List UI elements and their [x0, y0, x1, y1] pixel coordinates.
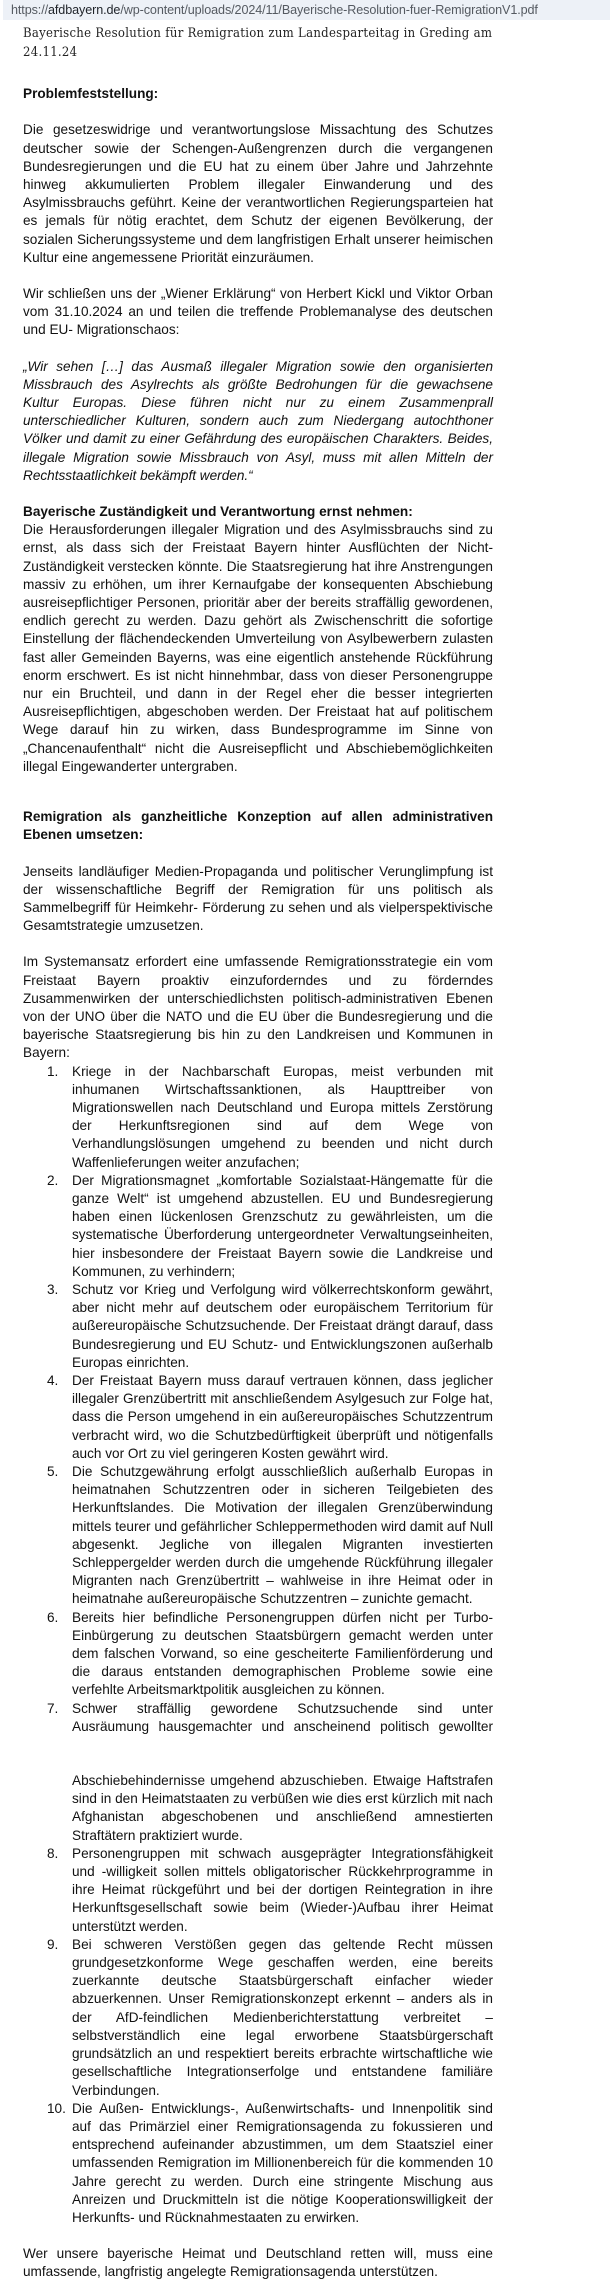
list-number: 2.	[47, 1172, 59, 1188]
list-item	[23, 1845, 493, 1936]
list-number: 7.	[47, 1700, 59, 1716]
address-bar[interactable]	[3, 0, 610, 20]
closing-paragraph: Wer unsere bayerische Heimat und Deutschland retten will, muss eine umfassende, langfristig angelegte Remigrationsagenda unterstützen.	[23, 2246, 493, 2280]
list-item	[23, 1700, 493, 1845]
list-item-text: Der Freistaat Bayern muss darauf vertrauen können, dass jeglicher illegaler Grenzübertritt mit anschließendem Asylgesuch zur Folge hat, dass die Person umgehend in ein außereuropäisches Schutzzentrum verbracht wird, wo die Schutzbedürftigkeit überprüft und nötigenfalls auch vor Ort zu viel geringeren Kosten gewährt wird.	[72, 1372, 493, 1461]
document-title: Bayerische Resolution für Remigration zum Landesparteitag in Greding am 24.11.24	[23, 25, 493, 59]
list-number: 3.	[47, 1281, 59, 1297]
list-item-text: Schwer straffällig gewordene Schutzsuchende sind unter Ausräumung hausgemachter und anscheinend politisch gewollter	[72, 1700, 493, 1734]
section-heading: Bayerische Zuständigkeit und Verantwortung ernst nehmen:	[23, 504, 413, 520]
paragraph: Im Systemansatz erfordert eine umfassende Remigrationsstrategie ein vom Freistaat Bayern proaktiv einzuforderndes und zu förderndes Zusammenwirken der unterschiedlichsten politisch-administrativen Ebenen von der UNO über die NATO und die EU über die Bundesregierung und die bayerische Staatsregierung bis hin zu den Landkreisen und Kommunen in Bayern:	[23, 954, 493, 1061]
list-item-text: Personengruppen mit schwach ausgeprägter Integrationsfähigkeit und -willigkeit sollen mittels obligatorischer Rückkehrprogramme in ihre Heimat rückgeführt und bei der dortigen Reintegration in ihre Herkunftsgesellschaft sowie beim (Wieder-)Aufbau ihrer Heimat unterstützt werden.	[72, 1845, 493, 1934]
list-number: 1.	[47, 1063, 59, 1079]
list-number: 5.	[47, 1464, 59, 1479]
list-item-text-continued: Abschiebehindernisse umgehend abzuschieben. Etwaige Haftstrafen sind in den Heimatstaaten zu verbüßen wie dies erst kürzlich mit nach Afghanistan abgeschobenen und anschließend amnestierten Straftätern praktiziert wurde.	[72, 1773, 493, 1843]
list-number: 8.	[47, 1845, 59, 1861]
paragraph: Jenseits landläufiger Medien-Propaganda und politischer Verunglimpfung ist der wissenschaftliche Begriff der Remigration für uns politisch als Sammelbegriff für Heimkehr- Förderung zu sehen und als vielperspektivische Gesamtstrategie umzusetzen.	[23, 863, 493, 934]
list-item	[23, 1063, 493, 1172]
pdf-page	[23, 24, 493, 2282]
list-item	[23, 1463, 493, 1609]
paragraph: Die gesetzeswidrige und verantwortungslose Missachtung des Schutzes deutscher sowie der Schengen-Außengrenzen durch die vergangenen Bundesregierungen und die EU hat zu einem über Jahre und Jahrzehnte hinweg akkumulierten Problem illegaler Einwanderung und des Asylmissbrauchs geführt. Keine der verantwortlichen Regierungsparteien hat es jemals für nötig erachtet, dem Schutz der eigenen Bevölkerung, der sozialen Sicherungssysteme und dem langfristigen Erhalt unserer heimischen Kultur eine angemessene Priorität einzuräumen.	[23, 122, 493, 265]
section-problemfeststellung	[23, 85, 493, 503]
list-item-text: Schutz vor Krieg und Verfolgung wird völkerrechtskonform gewährt, aber nicht mehr auf deutschem oder europäischem Territorium für außereuropäische Schutzsuchende. Der Freistaat drängt darauf, dass Bundesregierung und EU Schutz- und Entwicklungszonen außerhalb Europas einrichten.	[72, 1281, 493, 1370]
list-item	[23, 1609, 493, 1700]
paragraph: Wir schließen uns der „Wiener Erklärung“ von Herbert Kickl und Viktor Orban vom 31.10.2024 an und teilen die treffende Problemanalyse des deutschen und EU- Migrationschaos:	[23, 286, 493, 338]
section-heading: Problemfeststellung:	[23, 86, 159, 102]
section-remigration-konzeption	[23, 808, 493, 2281]
list-item-text: Die Außen- Entwicklungs-, Außenwirtschafts- und Innenpolitik sind auf das Primärziel einer Remigrationsagenda zu fokussieren und entsprechend aufeinander abzustimmen, um dem Staatsziel einer umfassenden Remigration im Millionenbereich für die kommenden 10 Jahre gerecht zu werden. Durch eine stringente Mischung aus Anreizen und Druckmitteln ist die nötige Kooperationswilligkeit der Herkunfts- und Rücknahmestaaten zu erwirken.	[72, 2100, 493, 2225]
list-number: 4.	[47, 1372, 59, 1388]
list-item	[23, 1281, 493, 1372]
list-item	[23, 1172, 493, 1281]
list-number: 6.	[47, 1609, 59, 1625]
list-item	[23, 1372, 493, 1463]
list-item	[23, 1936, 493, 2100]
url-domain: afdbayern.de	[48, 3, 121, 17]
list-item-text: Bei schweren Verstößen gegen das geltende Recht müssen grundgesetzkonforme Wege geschaffen werden, eine bereits zuerkannte deutsche Staatsbürgerschaft einfacher wieder abzuerkennen. Unser Remigrationskonzept erkennt – anders als in der AfD-feindlichen Medienberichterstattung verbreitet – selbstverständlich eine legal erworbene Staatsbürgerschaft grundsätzlich an und respektiert bereits erbrachte wirtschaftliche wie gesellschaftliche Integrationserfolge und entstandene familiäre Verbindungen.	[72, 1936, 493, 2098]
list-item-text: Bereits hier befindliche Personengruppen dürfen nicht per Turbo-Einbürgerung zu deutschen Staatsbürgern gemacht werden unter dem falschen Vorwand, so eine gescheiterte Familienförderung und die daraus entstanden demographischen Probleme sowie eine verfehlte Arbeitsmarktpolitik ausgleichen zu können.	[72, 1609, 493, 1698]
list-number: 9.	[47, 1936, 59, 1952]
paragraph: Die Herausforderungen illegaler Migration und des Asylmissbrauchs sind zu ernst, als dass sich der Freistaat Bayern hinter Ausflüchten der Nicht-Zuständigkeit verstecken könnte. Die Staatsregierung hat ihre Anstrengungen massiv zu erhöhen, um ihrer Kernaufgabe der konsequenten Abschiebung ausreisepflichtiger Personen, prioritär aber der bereits straffällig gewordenen, endlich gerecht zu werden. Dazu gehört als Zwischenschritt die sofortige Einstellung der flächendeckenden Umverteilung von Asylbewerbern zulasten fast aller Gemeinden Bayerns, was eine eigentlich anstehende Rückführung enorm erschwert. Es ist nicht hinnehmbar, dass von dieser Personengruppe nur ein Bruchteil, und dann in der Regel eher die besser integrierten Ausreisepflichtigen, abgeschoben werden. Der Freistaat hat auf politischem Wege darauf hin zu wirken, dass Bundesprogramme im Sinne von „Chancenaufenthalt“ nicht die Ausreisepflicht und Abschiebemöglichkeiten illegal Eingewanderter untergraben.	[23, 522, 493, 774]
block-quote: „Wir sehen […] das Ausmaß illegaler Migration sowie den organisierten Missbrauch des Asylrechts als größte Bedrohungen für die gewachsene Kultur Europas. Diese führen nicht nur zu einem Zusammenprall unterschiedlicher Kulturen, sondern auch zum Niedergang autochthoner Völker und damit zu einer Gefährdung des europäischen Charakters. Beides, illegale Migration sowie Missbrauch von Asyl, muss mit allen Mitteln der Rechtsstaatlichkeit bekämpft werden.“	[23, 358, 493, 483]
url-path: /wp-content/uploads/2024/11/Bayerische-Resolution-fuer-RemigrationV1.pdf	[120, 3, 538, 17]
list-number: 10.	[47, 2100, 66, 2116]
demands-list	[23, 1063, 493, 2228]
list-item-text: Kriege in der Nachbarschaft Europas, meist verbunden mit inhumanen Wirtschaftssanktionen, als Haupttreiber von Migrationswellen nach Deutschland und Europa mittels Zerstörung der Herkunftsregionen sind auf dem Wege von Verhandlungslösungen umgehend zu beenden und nicht durch Waffenlieferungen weiter anzufachen;	[72, 1063, 493, 1170]
section-heading: Remigration als ganzheitliche Konzeption auf allen administrativen Ebenen umsetzen:	[23, 809, 493, 843]
list-item-text: Der Migrationsmagnet „komfortable Sozialstaat-Hängematte für die ganze Welt“ ist umgehend abzustellen. EU und Bundesregierung haben einen lückenlosen Grenzschutz zu gewährleisten, um die systematische Überforderung untergeordneter Verwaltungseinheiten, hier insbesondere der Freistaat Bayern sowie die Landkreise und Kommunen, zu verhindern;	[72, 1172, 493, 1279]
section-bayerische-zustaendigkeit	[23, 503, 493, 808]
list-item-text: Die Schutzgewährung erfolgt ausschließlich außerhalb Europas in heimatnahen Schutzzentren oder in sicheren Teilgebieten des Herkunftslandes. Die Motivation der illegalen Grenzüberwindung mittels teurer und gefährlicher Schleppermethoden wird damit auf Null abgesenkt. Jegliche von illegalen Migranten investierten Schleppergelder werden durch die umgehende Rückführung illegaler Migranten nach Grenzübertritt – wahlweise in ihre Heimat oder in heimatnahe außereuropäische Schutzzentren – zunichte gemacht.	[72, 1464, 493, 1607]
url-prefix: https://	[11, 3, 48, 17]
list-item	[23, 2100, 493, 2227]
